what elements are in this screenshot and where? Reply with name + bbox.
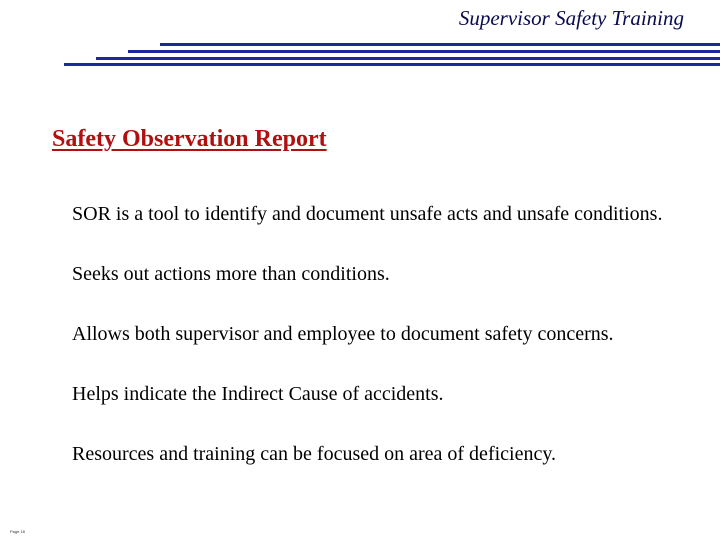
list-item: Seeks out actions more than conditions. [72,263,390,285]
page-number: Page 18 [10,529,25,534]
header-rule-3 [96,57,720,60]
list-item: Resources and training can be focused on area of deficiency. [72,443,557,465]
header-rule-2 [128,50,720,53]
header-title: Supervisor Safety Training [458,6,684,30]
list-item: Allows both supervisor and employee to document safety concerns. [72,323,614,345]
slide-title: Safety Observation Report [52,126,327,152]
list-item: Helps indicate the Indirect Cause of accidents. [72,383,444,405]
list-item: SOR is a tool to identify and document unsafe acts and unsafe conditions. [72,203,663,225]
header-rule-4 [64,63,720,66]
bullet-list [72,200,720,500]
header-rule-1 [160,43,720,46]
